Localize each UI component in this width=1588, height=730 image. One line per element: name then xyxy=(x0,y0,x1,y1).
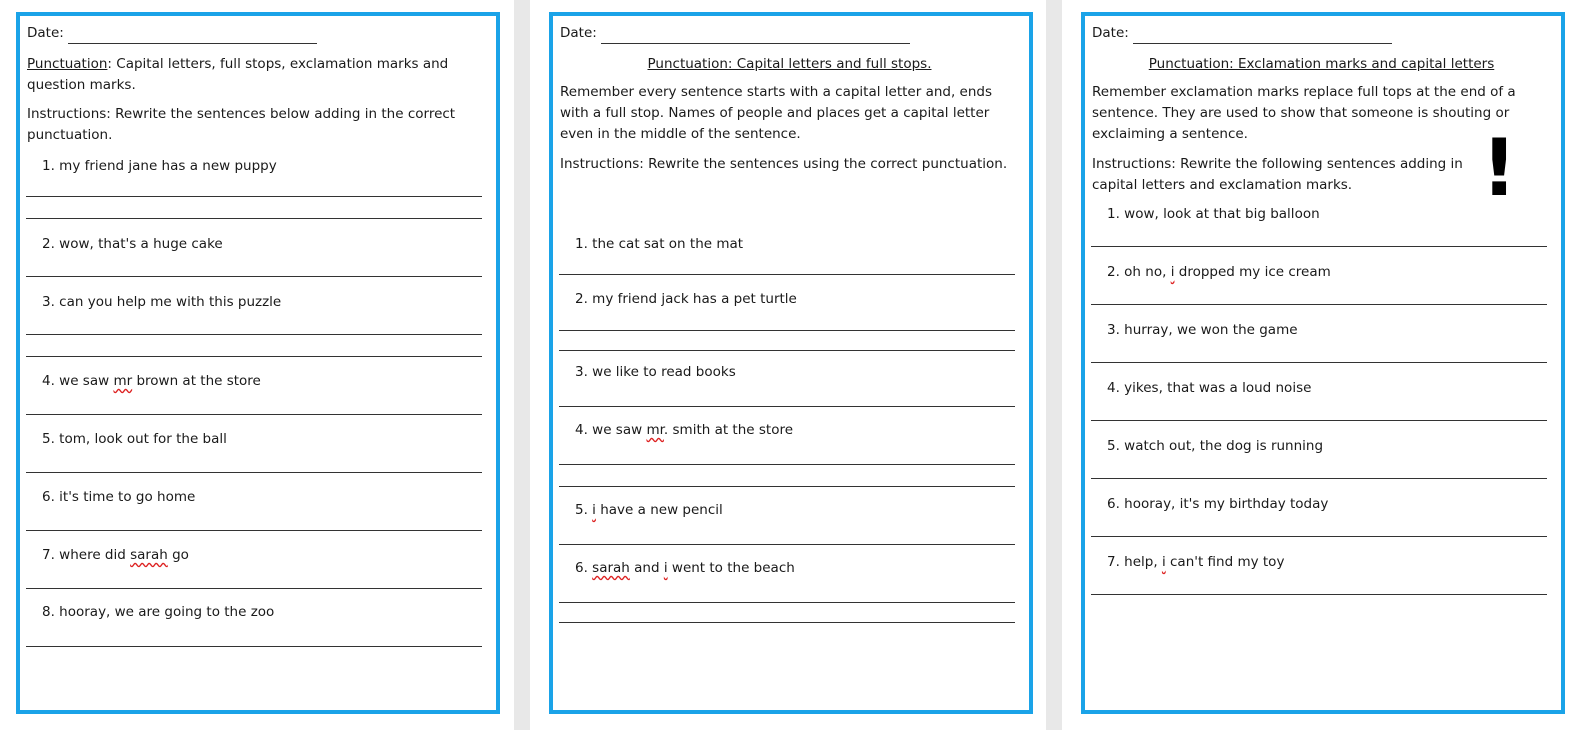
spellcheck-mark: mr xyxy=(113,373,133,389)
writing-line[interactable] xyxy=(26,588,482,589)
writing-line[interactable] xyxy=(26,276,482,277)
writing-line[interactable] xyxy=(1091,246,1547,247)
writing-line[interactable] xyxy=(559,406,1015,407)
writing-line[interactable] xyxy=(26,530,482,531)
writing-line[interactable] xyxy=(559,464,1015,465)
worksheet-title: Punctuation: Exclamation marks and capital letters xyxy=(1148,56,1495,72)
writing-line[interactable] xyxy=(26,334,482,335)
writing-line[interactable] xyxy=(559,544,1015,545)
question-1: 1. the cat sat on the mat xyxy=(575,236,744,252)
writing-line[interactable] xyxy=(26,414,482,415)
question-3: 3. can you help me with this puzzle xyxy=(42,294,282,310)
writing-line[interactable] xyxy=(559,330,1015,331)
writing-line[interactable] xyxy=(26,646,482,647)
date-field xyxy=(27,23,317,44)
question-3: 3. hurray, we won the game xyxy=(1107,322,1298,338)
question-1: 1. wow, look at that big balloon xyxy=(1107,206,1320,222)
question-5: 5. tom, look out for the ball xyxy=(42,431,227,447)
writing-line[interactable] xyxy=(559,486,1015,487)
spellcheck-mark: sarah xyxy=(130,547,168,563)
worksheet-1 xyxy=(16,12,500,714)
question-5: 5. i have a new pencil xyxy=(575,502,723,518)
instructions: Instructions: Rewrite the sentences using the correct punctuation. xyxy=(560,156,1008,172)
instructions: Instructions: Rewrite the sentences below adding in the correct punctuation. xyxy=(27,106,456,143)
date-field xyxy=(560,23,910,44)
writing-line[interactable] xyxy=(559,602,1015,603)
writing-line[interactable] xyxy=(1091,594,1547,595)
remember-text: Remember exclamation marks replace full tops at the end of a sentence. They are used to show that someone is shouting or exclaiming a sentence. xyxy=(1092,84,1516,142)
question-3: 3. we like to read books xyxy=(575,364,736,380)
writing-line[interactable] xyxy=(559,622,1015,623)
spellcheck-mark: mr xyxy=(646,422,664,438)
question-4: 4. we saw mr brown at the store xyxy=(42,373,261,389)
question-2: 2. wow, that's a huge cake xyxy=(42,236,223,252)
question-6: 6. hooray, it's my birthday today xyxy=(1107,496,1329,512)
worksheet-title: Punctuation: Capital letters and full stops. xyxy=(647,56,932,72)
spellcheck-mark: i xyxy=(663,560,668,576)
writing-line[interactable] xyxy=(26,196,482,197)
instructions: Instructions: Rewrite the following sentences adding in capital letters and exclamation marks. xyxy=(1092,156,1463,193)
worksheet-3 xyxy=(1081,12,1565,714)
question-2: 2. my friend jack has a pet turtle xyxy=(575,291,797,307)
date-label: Date: xyxy=(1092,25,1129,41)
question-6: 6. sarah and i went to the beach xyxy=(575,560,795,576)
question-7: 7. help, i can't find my toy xyxy=(1107,554,1285,570)
worksheet-2 xyxy=(549,12,1033,714)
question-4: 4. yikes, that was a loud noise xyxy=(1107,380,1312,396)
writing-line[interactable] xyxy=(26,218,482,219)
writing-line[interactable] xyxy=(1091,478,1547,479)
question-5: 5. watch out, the dog is running xyxy=(1107,438,1324,454)
date-label: Date: xyxy=(560,25,597,41)
writing-line[interactable] xyxy=(26,356,482,357)
writing-line[interactable] xyxy=(26,472,482,473)
question-1: 1. my friend jane has a new puppy xyxy=(42,158,277,174)
date-label: Date: xyxy=(27,25,64,41)
question-8: 8. hooray, we are going to the zoo xyxy=(42,604,275,620)
spellcheck-mark: sarah xyxy=(592,560,630,576)
spellcheck-mark: i xyxy=(592,502,596,518)
writing-line[interactable] xyxy=(1091,420,1547,421)
remember-text: Remember every sentence starts with a capital letter and, ends with a full stop. Names of people and places get a capital letter even in the middle of the sentence. xyxy=(560,84,993,142)
date-field xyxy=(1092,23,1392,44)
exclamation-mark-graphic: ! xyxy=(1481,124,1517,214)
question-4: 4. we saw mr. smith at the store xyxy=(575,422,794,438)
question-2: 2. oh no, i dropped my ice cream xyxy=(1107,264,1331,280)
question-6: 6. it's time to go home xyxy=(42,489,196,505)
writing-line[interactable] xyxy=(559,350,1015,351)
spellcheck-mark: i xyxy=(1170,264,1175,280)
writing-line[interactable] xyxy=(1091,536,1547,537)
punctuation-heading: Punctuation: Capital letters, full stops, exclamation marks and question marks. xyxy=(27,56,449,93)
spellcheck-mark: i xyxy=(1161,554,1166,570)
question-7: 7. where did sarah go xyxy=(42,547,189,563)
writing-line[interactable] xyxy=(1091,304,1547,305)
writing-line[interactable] xyxy=(559,274,1015,275)
writing-line[interactable] xyxy=(1091,362,1547,363)
